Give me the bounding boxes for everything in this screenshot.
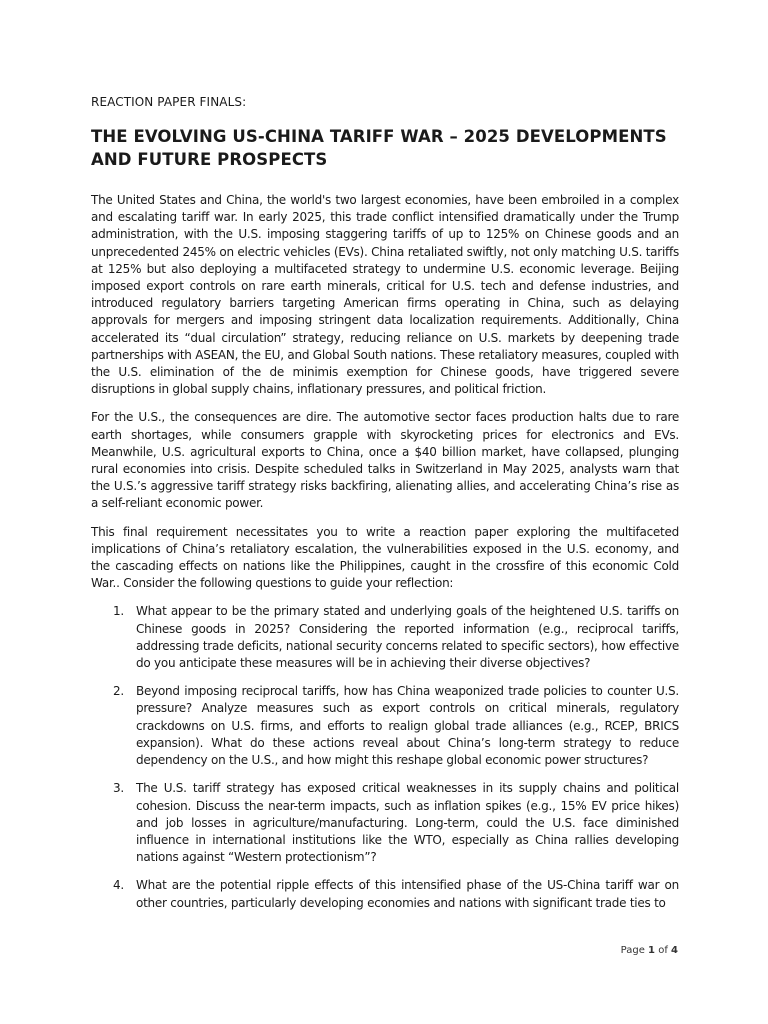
- question-number: 1.: [113, 604, 124, 619]
- question-item: [91, 683, 679, 769]
- page-current: 1: [648, 945, 656, 956]
- paragraph-intro: The United States and China, the world's two largest economies, have been embroiled in a complex and escalating tariff war. In early 2025, this trade conflict intensified dramatically under the Trump administration, with the U.S. imposing staggering tariffs of up to 125% on Chinese goods and an unprecedented 245% on electric vehicles (EVs). China retaliated swiftly, not only matching U.S. tariffs at 125% but also deploying a multifaceted strategy to undermine U.S. economic leverage. Beijing imposed export controls on rare earth minerals, critical for U.S. tech and defense industries, and introduced regulatory barriers targeting American firms operating in China, such as delaying approvals for mergers and imposing stringent data localization requirements. Additionally, China accelerated its “dual circulation” strategy, reducing reliance on U.S. markets by deepening trade partnerships with ASEAN, the EU, and Global South nations. These retaliatory measures, coupled with the U.S. elimination of the de minimis exemption for Chinese goods, have triggered severe disruptions in global supply chains, inflationary pressures, and political friction.: [91, 193, 679, 397]
- question-text: Beyond imposing reciprocal tariffs, how has China weaponized trade policies to counter U.S. pressure? Analyze measures such as export controls on critical minerals, regulatory crackdowns on U.S. firms, and efforts to realign global trade alliances (e.g., RCEP, BRICS expansion). What do these actions reveal about China’s long-term strategy to reduce dependency on the U.S., and how might this reshape global economic power structures?: [136, 684, 679, 768]
- question-text: What are the potential ripple effects of this intensified phase of the US-China tariff war on other countries, particularly developing economies and nations with significant trade ties to: [136, 878, 679, 910]
- question-number: 4.: [113, 878, 124, 893]
- page-total: 4: [671, 945, 678, 956]
- document-title: THE EVOLVING US-CHINA TARIFF WAR – 2025 DEVELOPMENTS AND FUTURE PROSPECTS: [91, 127, 667, 169]
- question-number: 2.: [113, 684, 124, 699]
- page-label: Page: [620, 945, 645, 956]
- page-footer: [621, 945, 678, 956]
- paragraph-requirement: This final requirement necessitates you to write a reaction paper exploring the multifaceted implications of China’s retaliatory escalation, the vulnerabilities exposed in the U.S. economy, and the cascading effects on nations like the Philippines, caught in the crossfire of this economic Cold War.. Consider the following questions to guide your reflection:: [91, 524, 679, 591]
- header-label: REACTION PAPER FINALS:: [91, 95, 247, 109]
- document-body: [91, 94, 679, 923]
- question-item: [91, 780, 679, 866]
- question-text: The U.S. tariff strategy has exposed critical weaknesses in its supply chains and political cohesion. Discuss the near-term impacts, such as inflation spikes (e.g., 15% EV price hikes) and job losses in agriculture/manufacturing. Long-term, could the U.S. face diminished influence in international institutions like the WTO, especially as China rallies developing nations against “Western protectionism”?: [136, 781, 679, 865]
- question-number: 3.: [113, 781, 124, 796]
- paragraph-consequences: For the U.S., the consequences are dire. The automotive sector faces production halts due to rare earth shortages, while consumers grapple with skyrocketing prices for electronics and EVs. Meanwhile, U.S. agricultural exports to China, once a $40 billion market, have collapsed, plunging rural economies into crisis. Despite scheduled talks in Switzerland in May 2025, analysts warn that the U.S.’s aggressive tariff strategy risks backfiring, alienating allies, and accelerating China’s rise as a self-reliant economic power.: [91, 410, 679, 511]
- question-item: [91, 877, 679, 911]
- question-item: [91, 603, 679, 672]
- question-text: What appear to be the primary stated and underlying goals of the heightened U.S. tariffs on Chinese goods in 2025? Considering the reported information (e.g., reciprocal tariffs, addressing trade deficits, national security concerns related to specific sectors), how effective do you anticipate these measures will be in achieving their diverse objectives?: [136, 604, 679, 671]
- question-list: [91, 603, 679, 911]
- of-label: of: [658, 945, 668, 956]
